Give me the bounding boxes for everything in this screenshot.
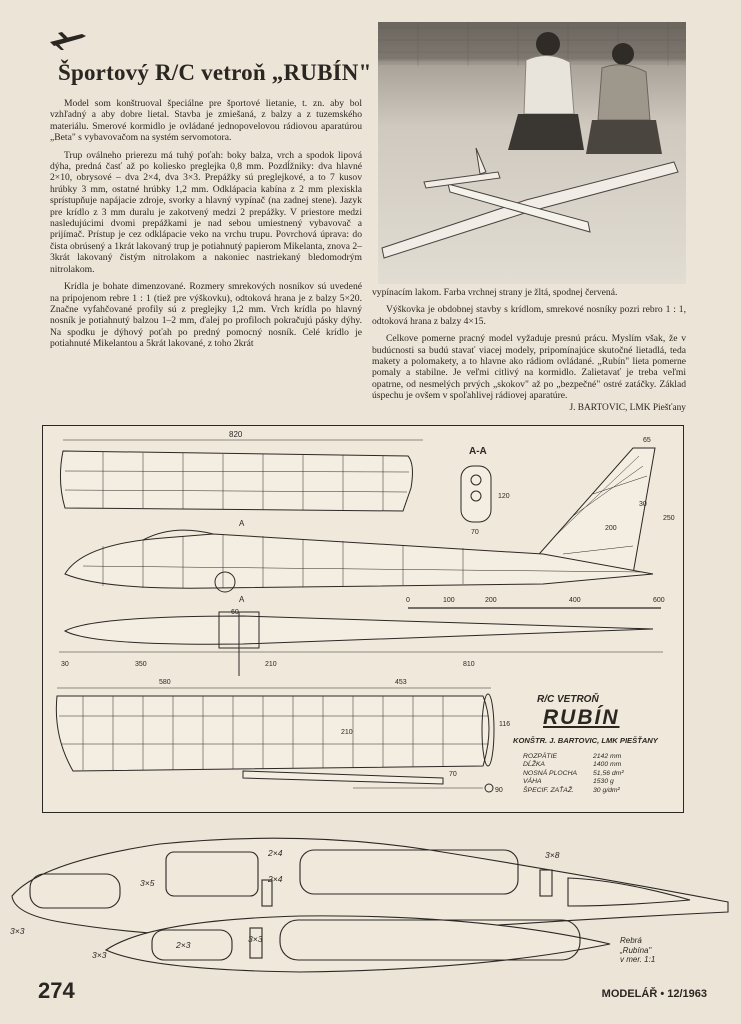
dim-label: 30 xyxy=(61,661,69,668)
dim-label: 90 xyxy=(495,787,503,794)
spec-row: NOSNÁ PLOCHA 51,56 dm² xyxy=(523,769,624,777)
rib-dim-label: 2×3 xyxy=(176,940,191,950)
rib-templates xyxy=(0,820,741,980)
rib-dim-label: 3×3 xyxy=(248,934,263,944)
wing-structure-view xyxy=(56,679,510,794)
dim-label: 65 xyxy=(643,437,651,444)
rib-dim-label: 2×4 xyxy=(268,874,283,884)
dim-label: 810 xyxy=(463,661,475,668)
article-column-right xyxy=(372,287,686,414)
rib-dim-label: 3×5 xyxy=(140,878,155,888)
article-title: Športový R/C vetroň „RUBÍN" xyxy=(58,60,372,85)
dim-label: 60 xyxy=(231,609,239,616)
rib-dim-label: 3×8 xyxy=(545,850,560,860)
plan-specs xyxy=(523,753,673,795)
plan-title-small: R/C VETROŇ xyxy=(537,694,599,705)
airplane-logo-icon xyxy=(48,28,88,52)
section-mark: A xyxy=(239,519,245,528)
section-mark: A xyxy=(239,595,245,604)
wing-plan-view xyxy=(60,430,423,511)
fin-rudder xyxy=(533,437,675,574)
article-paragraph: Krídla je bohate dimenzované. Rozmery smrekových nosníkov sú uvedené na pripojenom rebre 1 : 1 (tiež pre výškovku), odtoková hrana je z balzy 5×20. Značne vyfahčované profily sú z preglejky 1,2 mm. Vrch krídla po hlavný nosník je potiahnutý balzou 1–2 mm, ďalej po profiloch pokračujú pásky dýhy. Na spodku je dýhový poťah po predný pomocný nosník. Celé krídlo je potiahnuté Mikelantou a 5krát lakované, z toho 2krát xyxy=(50,281,362,350)
article-signature: J. BARTOVIC, LMK Piešťany xyxy=(569,402,686,413)
dim-label: 120 xyxy=(498,493,510,500)
dim-label: 210 xyxy=(341,729,353,736)
dim-label: 210 xyxy=(265,661,277,668)
article-intro: Model som konštruoval špeciálne pre športové lietanie, t. zn. aby bol vzhľadný a aby dobre lietal. Stavba je zmiešaná, z balzy a z tuzemského materiálu. Smerové kormidlo je ovládané jednopovelovou rádiovou aparatúrou „Beta" s vybavovačom na systém servomotora. xyxy=(50,98,362,144)
photo-builders-with-glider xyxy=(378,22,686,284)
dim-label: 200 xyxy=(605,525,617,532)
dim-label: 250 xyxy=(663,515,675,522)
dim-label: 350 xyxy=(135,661,147,668)
article-paragraph: Výškovka je obdobnej stavby s krídlom, smrekové nosníky pozri rebro 1 : 1, odtoková hrana z balzy 4×15. xyxy=(372,304,686,327)
article-paragraph: vypínacím lakom. Farba vrchnej strany je žltá, spodnej červená. xyxy=(372,287,618,298)
article-paragraph: Trup oválneho prierezu má tuhý poťah: boky balza, vrch a spodok lipová dýha, predná časť až po koliesko preglejka 0,8 mm. Pozdĺžniky: dva hlavné 2×10, obrysové – dva 2×4, dva 3×3. Prepážky sú preglejkové, a to 7 kusov hrúbky 3 mm, ostatné hrúbky 1,2 mm. Odklápacia kabína z 2 mm plexiskla sprístupňuje napájacie zdroje, svorky a hlavný vypínač (na zadnej stene). Jazyk pre krídlo z 3 mm duralu je zakotvený medzi 2 prepážky. V priestore medzi nasledujúcimi dvomi prepážkami je nad sebou umiestnený vybavovač a prijímač. Prístup je cez odklápacie veko na vrchu trupu. Povrchová úprava: do čista obrúsený a 1krát lakovaný trup je potiahnutý papierom Mikelanta, znova 2–3krát lakovaný čistým nitrolakom a nakoniec nastriekaný bledomodrým nitrolakom. xyxy=(50,149,362,275)
dim-label: 30 xyxy=(639,501,647,508)
dim-label: 453 xyxy=(395,679,407,686)
scale-label: 0 xyxy=(406,597,410,604)
spec-row: ROZPÄTIE 2142 mm xyxy=(523,753,622,760)
technical-plan-drawing xyxy=(42,425,684,813)
scale-label: 400 xyxy=(569,597,581,604)
scale-label: 600 xyxy=(653,597,665,604)
fuselage-top-view xyxy=(59,595,663,676)
rib-dim-label: 3×3 xyxy=(92,950,107,960)
spec-row: ŠPECIF. ZAŤAŽ. 30 g/dm² xyxy=(523,786,620,794)
plan-author: KONŠTR. J. BARTOVIC, LMK PIEŠŤANY xyxy=(513,736,658,745)
dim-label: 70 xyxy=(449,771,457,778)
plan-title-big: RUBÍN xyxy=(543,706,620,729)
section-label: A-A xyxy=(469,446,487,457)
spec-row: VÁHA 1530 g xyxy=(523,778,614,786)
scale-label: 200 xyxy=(485,597,497,604)
dim-label: 70 xyxy=(471,529,479,536)
section-a-a xyxy=(461,446,510,536)
rib-caption: Rebrá „Rubína" v mer. 1:1 xyxy=(620,936,656,964)
article-paragraph: Celkove pomerne pracný model vyžaduje presnú prácu. Myslím však, že v budúcnosti sa budú stavať viacej modely, pripomínajúce skutočné lietadlá, teda makety a polomakety, a to hlavne ako rádiom ovládané. „Rubín" lieta pomerne pomaly a stabilne. Je veľmi citlivý na kormidlo. Zalietavať je treba veľmi opatrne, od nesmelých prvých „skokov" až po „bezpečné" ostré zatáčky. Základ úspechu je ovšem v spoľahlivej rádiovej aparatúre. xyxy=(372,333,686,402)
article-column-left xyxy=(50,98,362,356)
page-number: 274 xyxy=(38,978,75,1003)
spec-row: DĹŽKA 1400 mm xyxy=(523,761,622,769)
scale-label: 100 xyxy=(443,597,455,604)
dim-label: 820 xyxy=(229,430,243,439)
rib-dim-label: 3×3 xyxy=(10,926,25,936)
rib-dim-label: 2×4 xyxy=(268,848,283,858)
dim-label: 580 xyxy=(159,679,171,686)
magazine-footer: MODELÁŘ • 12/1963 xyxy=(601,988,707,1000)
dim-label: 116 xyxy=(499,721,511,728)
